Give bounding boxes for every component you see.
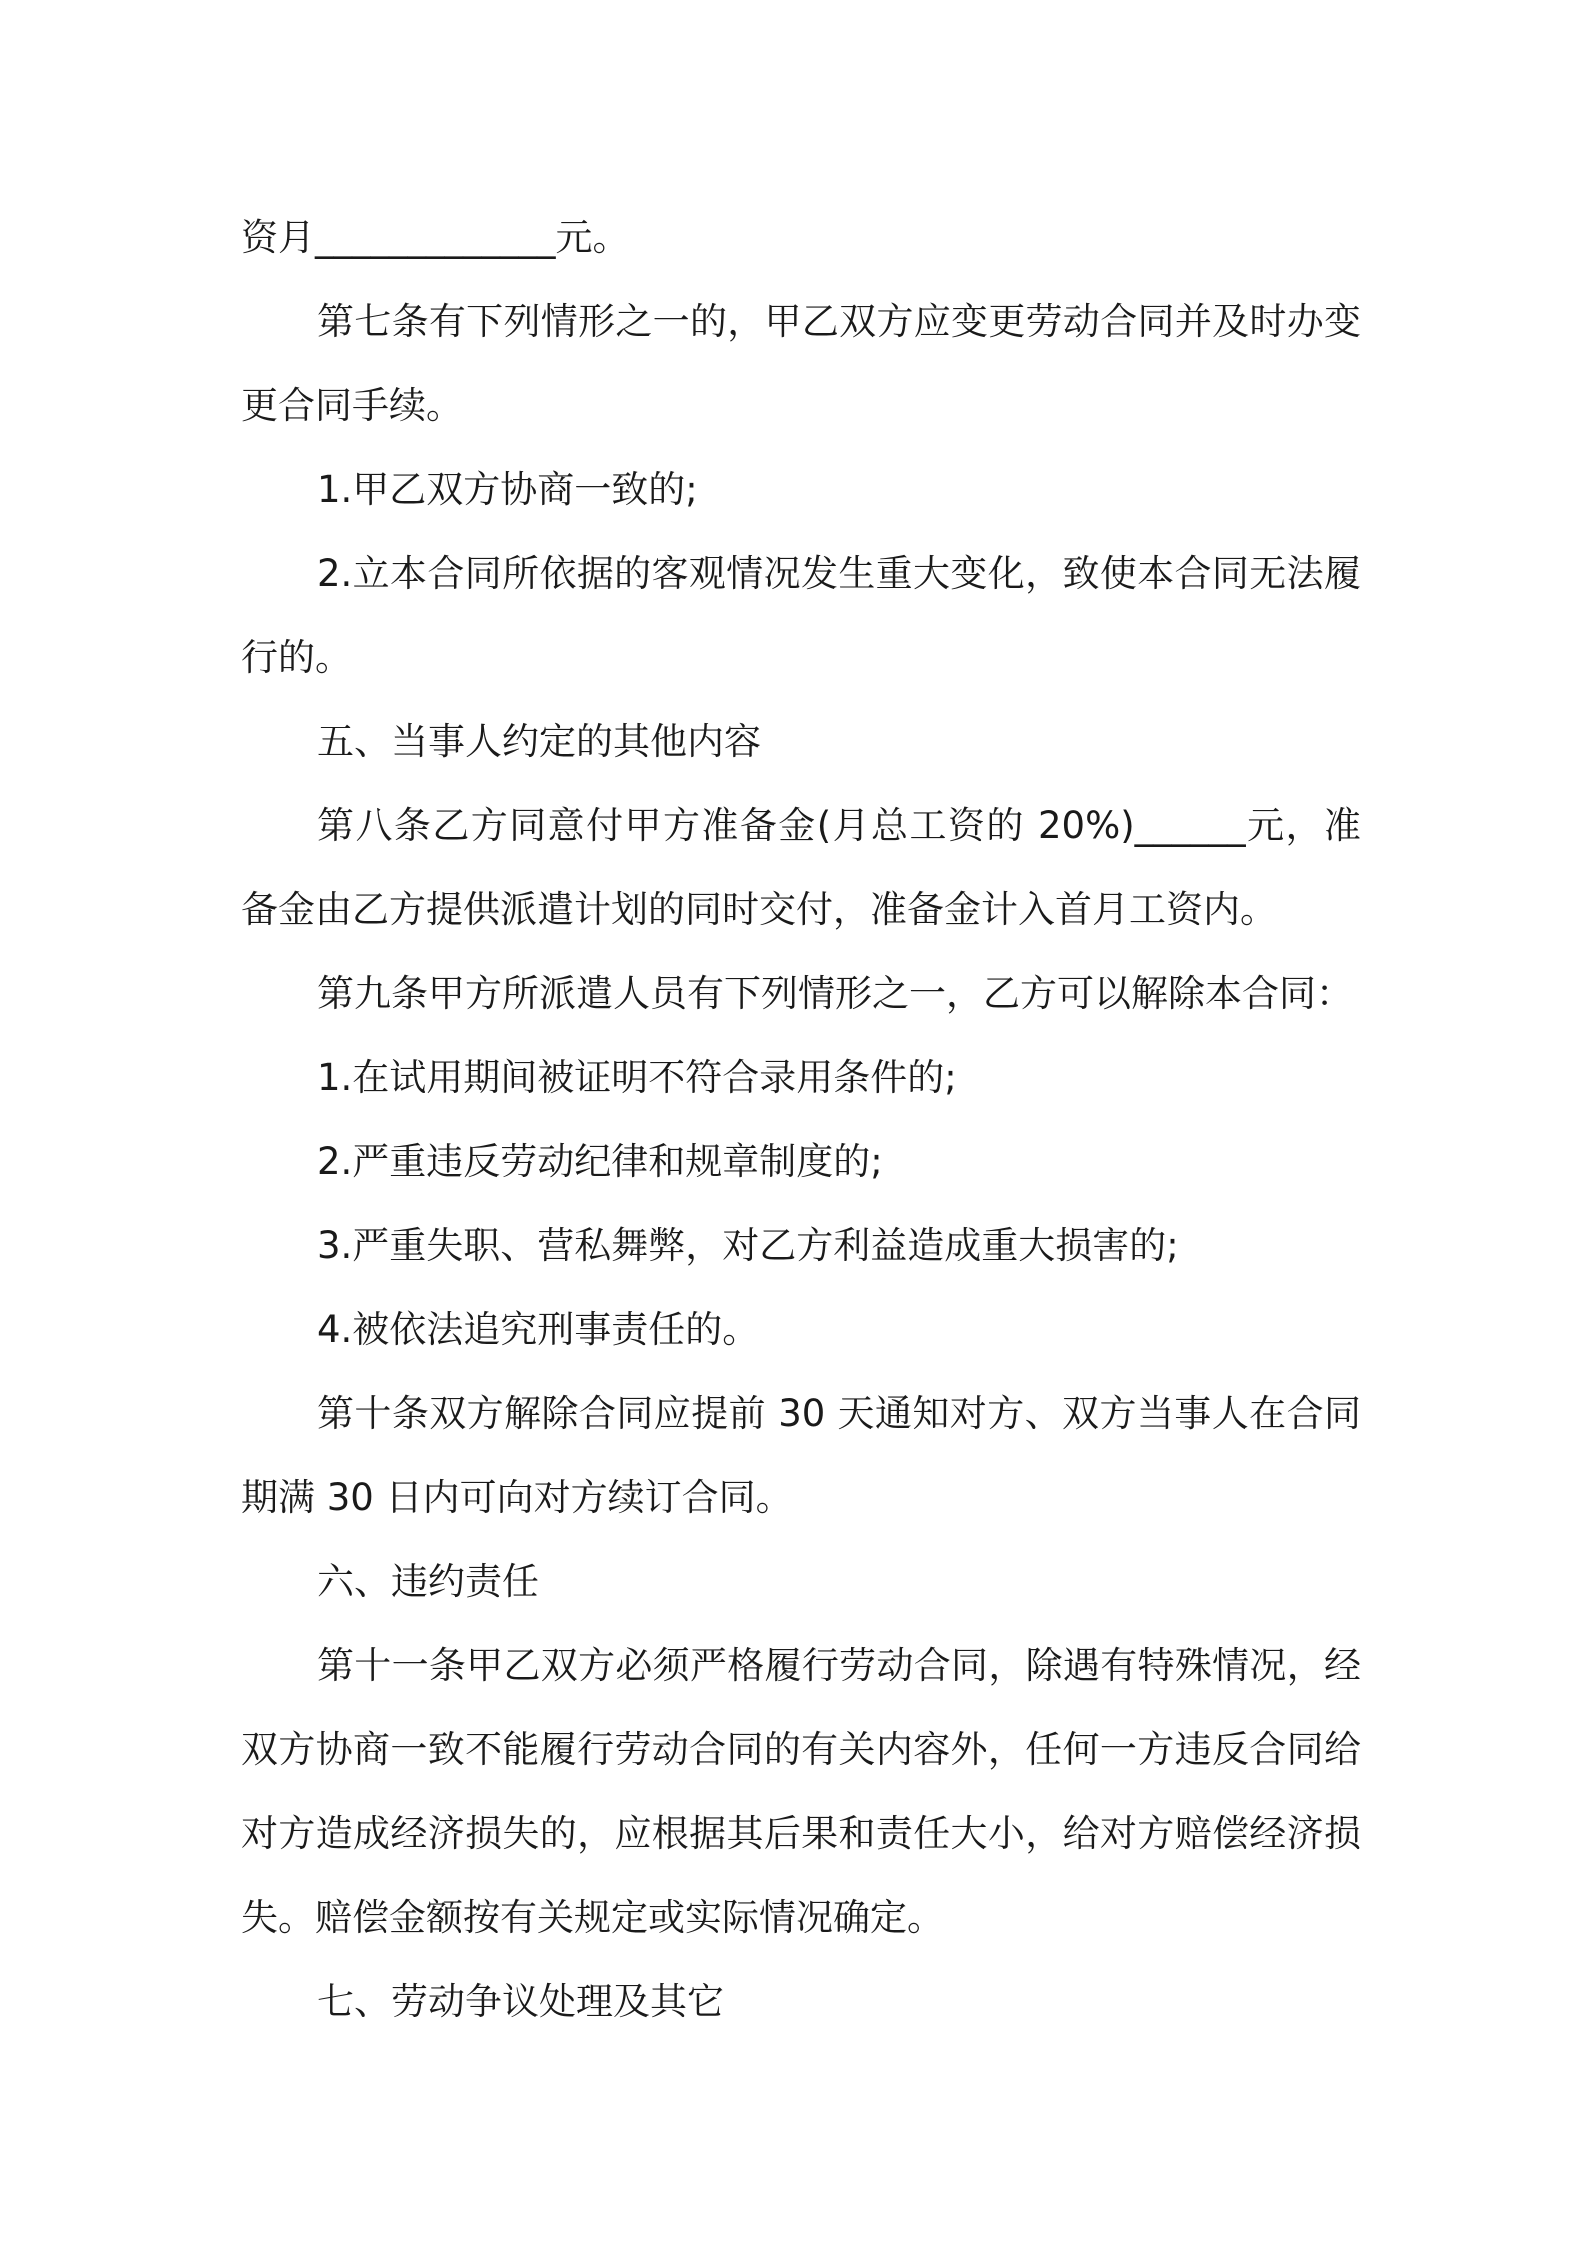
list-item: 3.严重失职、营私舞弊，对乙方利益造成重大损害的; xyxy=(317,1224,1179,1267)
text-line: 行的。 xyxy=(241,636,352,679)
list-item: 1.在试用期间被证明不符合录用条件的; xyxy=(317,1056,957,1099)
text-line: 第七条有下列情形之一的，甲乙双方应变更劳动合同并及时办变 xyxy=(317,300,1361,343)
text-line: 期满 30 日内可向对方续订合同。 xyxy=(241,1476,793,1519)
list-item: 1.甲乙双方协商一致的; xyxy=(317,468,698,511)
text-line: 失。赔偿金额按有关规定或实际情况确定。 xyxy=(241,1896,944,1939)
text-line: 第八条乙方同意付甲方准备金(月总工资的 20%)______元，准 xyxy=(317,804,1361,847)
text-line: 资月_____________元。 xyxy=(241,216,630,259)
text-line: 更合同手续。 xyxy=(241,384,463,427)
section-heading: 五、当事人约定的其他内容 xyxy=(317,720,761,763)
document-body xyxy=(241,196,1361,2044)
list-item: 2.立本合同所依据的客观情况发生重大变化，致使本合同无法履 xyxy=(317,552,1361,595)
section-heading: 七、劳动争议处理及其它 xyxy=(317,1980,724,2023)
text-line: 第十一条甲乙双方必须严格履行劳动合同，除遇有特殊情况，经 xyxy=(317,1644,1361,1687)
text-line: 双方协商一致不能履行劳动合同的有关内容外，任何一方违反合同给 xyxy=(241,1728,1361,1771)
section-heading: 六、违约责任 xyxy=(317,1560,539,1603)
list-item: 4.被依法追究刑事责任的。 xyxy=(317,1308,760,1351)
text-line: 第九条甲方所派遣人员有下列情形之一，乙方可以解除本合同： xyxy=(317,972,1353,1015)
text-line: 备金由乙方提供派遣计划的同时交付，准备金计入首月工资内。 xyxy=(241,888,1277,931)
text-line: 第十条双方解除合同应提前 30 天通知对方、双方当事人在合同 xyxy=(317,1392,1361,1435)
list-item: 2.严重违反劳动纪律和规章制度的; xyxy=(317,1140,883,1183)
text-line: 对方造成经济损失的，应根据其后果和责任大小，给对方赔偿经济损 xyxy=(241,1812,1361,1855)
